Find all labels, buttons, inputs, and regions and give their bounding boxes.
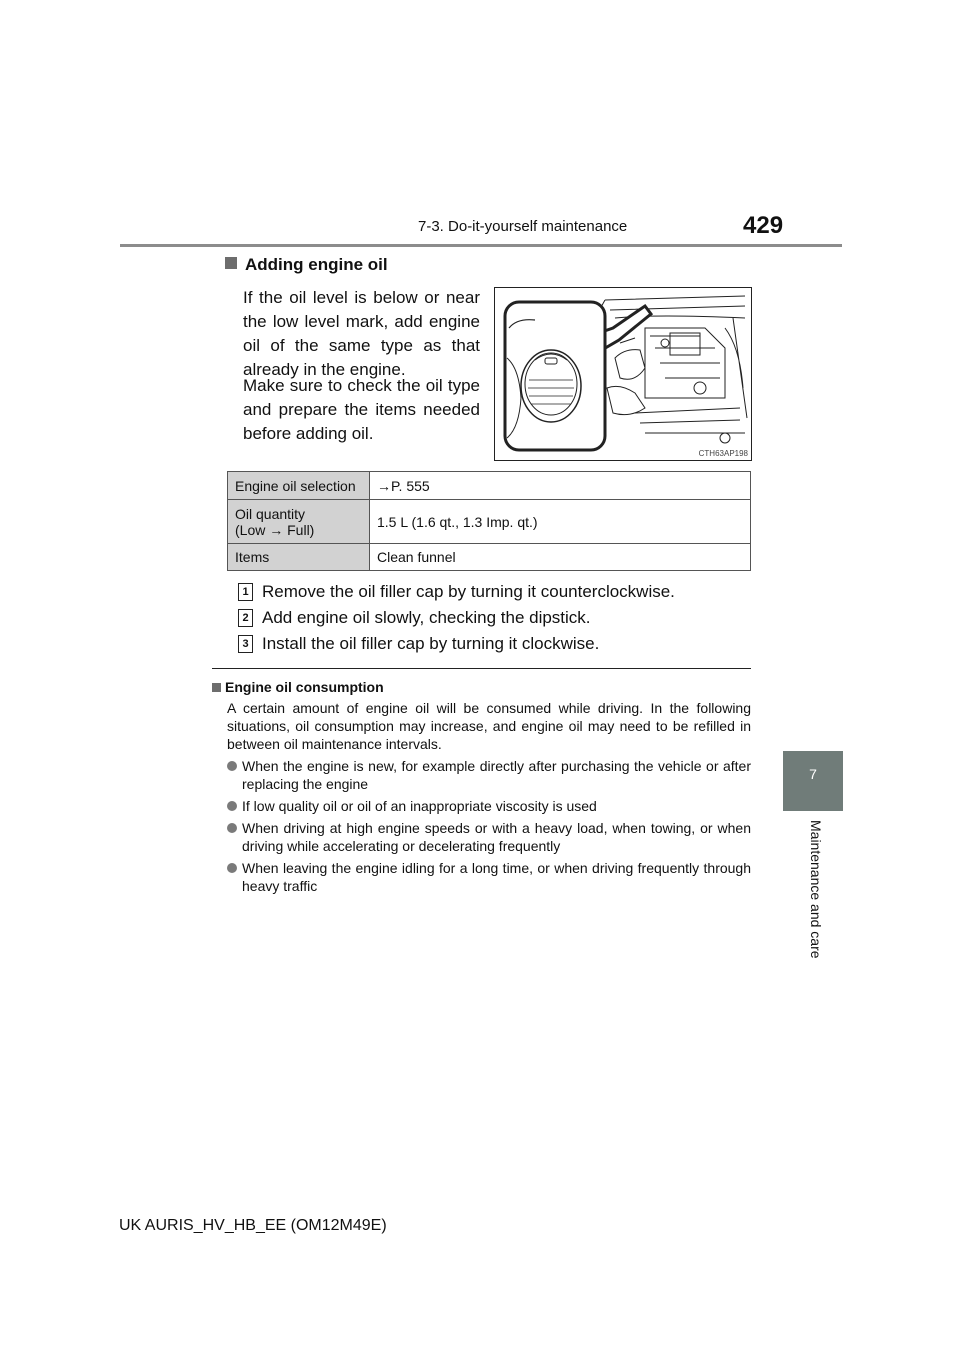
- square-bullet-icon: [212, 683, 221, 692]
- square-bullet-icon: [225, 257, 237, 269]
- bullet-dot-icon: [227, 801, 237, 811]
- table-label: Engine oil selection: [228, 472, 370, 500]
- list-item: [227, 757, 751, 793]
- oil-spec-table: [227, 471, 751, 571]
- document-footer: UK AURIS_HV_HB_EE (OM12M49E): [119, 1217, 387, 1234]
- step-number: 3: [238, 635, 253, 653]
- table-value: →P. 555: [370, 472, 751, 500]
- table-row: [228, 544, 751, 571]
- figure-code: CTH63AP198: [698, 449, 748, 458]
- table-row: [228, 472, 751, 500]
- step-number: 1: [238, 583, 253, 601]
- table-label-line: (Low → Full): [235, 521, 315, 538]
- table-row: [228, 500, 751, 544]
- section-heading-text: Adding engine oil: [245, 255, 388, 274]
- list-item-text: When driving at high engine speeds or with a heavy load, when towing, or when driving while accelerating or decelerating frequently: [242, 820, 751, 854]
- chapter-tab-label: Maintenance and care: [808, 820, 824, 959]
- intro-paragraph: If the oil level is below or near the low level mark, add engine oil of the same type as that already in the engine.: [243, 288, 480, 379]
- page-number: 429: [743, 212, 784, 239]
- list-item-text: When leaving the engine idling for a long time, or when driving frequently through heavy traffic: [242, 860, 751, 894]
- prepare-paragraph: Make sure to check the oil type and prepare the items needed before adding oil.: [243, 376, 480, 443]
- list-item: [227, 797, 751, 815]
- list-item: [227, 859, 751, 895]
- bullet-dot-icon: [227, 863, 237, 873]
- step-text: Remove the oil filler cap by turning it counterclockwise.: [262, 582, 675, 601]
- chapter-tab-number: 7: [809, 766, 817, 782]
- bullet-dot-icon: [227, 823, 237, 833]
- step-item: [238, 608, 591, 628]
- table-value: Clean funnel: [370, 544, 751, 571]
- table-label-line: Oil quantity: [235, 505, 306, 522]
- table-label: [228, 500, 370, 544]
- step-text: Add engine oil slowly, checking the dipstick.: [262, 608, 591, 627]
- engine-bay-drawing: [495, 288, 751, 460]
- section-heading: [225, 255, 388, 275]
- note-heading: [212, 679, 384, 695]
- oil-filler-cap-illustration: [494, 287, 752, 461]
- table-value: 1.5 L (1.6 qt., 1.3 Imp. qt.): [370, 500, 751, 544]
- step-text: Install the oil filler cap by turning it clockwise.: [262, 634, 600, 653]
- list-item: [227, 819, 751, 855]
- step-item: [238, 634, 599, 654]
- note-heading-text: Engine oil consumption: [225, 679, 384, 695]
- header-divider: [120, 244, 842, 247]
- step-item: [238, 582, 675, 602]
- section-divider: [212, 668, 751, 669]
- list-item-text: When the engine is new, for example directly after purchasing the vehicle or after replacing the engine: [242, 758, 751, 792]
- bullet-dot-icon: [227, 761, 237, 771]
- table-label: Items: [228, 544, 370, 571]
- step-number: 2: [238, 609, 253, 627]
- section-title: 7-3. Do-it-yourself maintenance: [418, 218, 628, 235]
- note-paragraph: A certain amount of engine oil will be consumed while driving. In the following situations, oil consumption may increase, and engine oil may need to be refilled in between oil maintenance intervals.: [227, 700, 751, 752]
- list-item-text: If low quality oil or oil of an inappropriate viscosity is used: [242, 798, 597, 814]
